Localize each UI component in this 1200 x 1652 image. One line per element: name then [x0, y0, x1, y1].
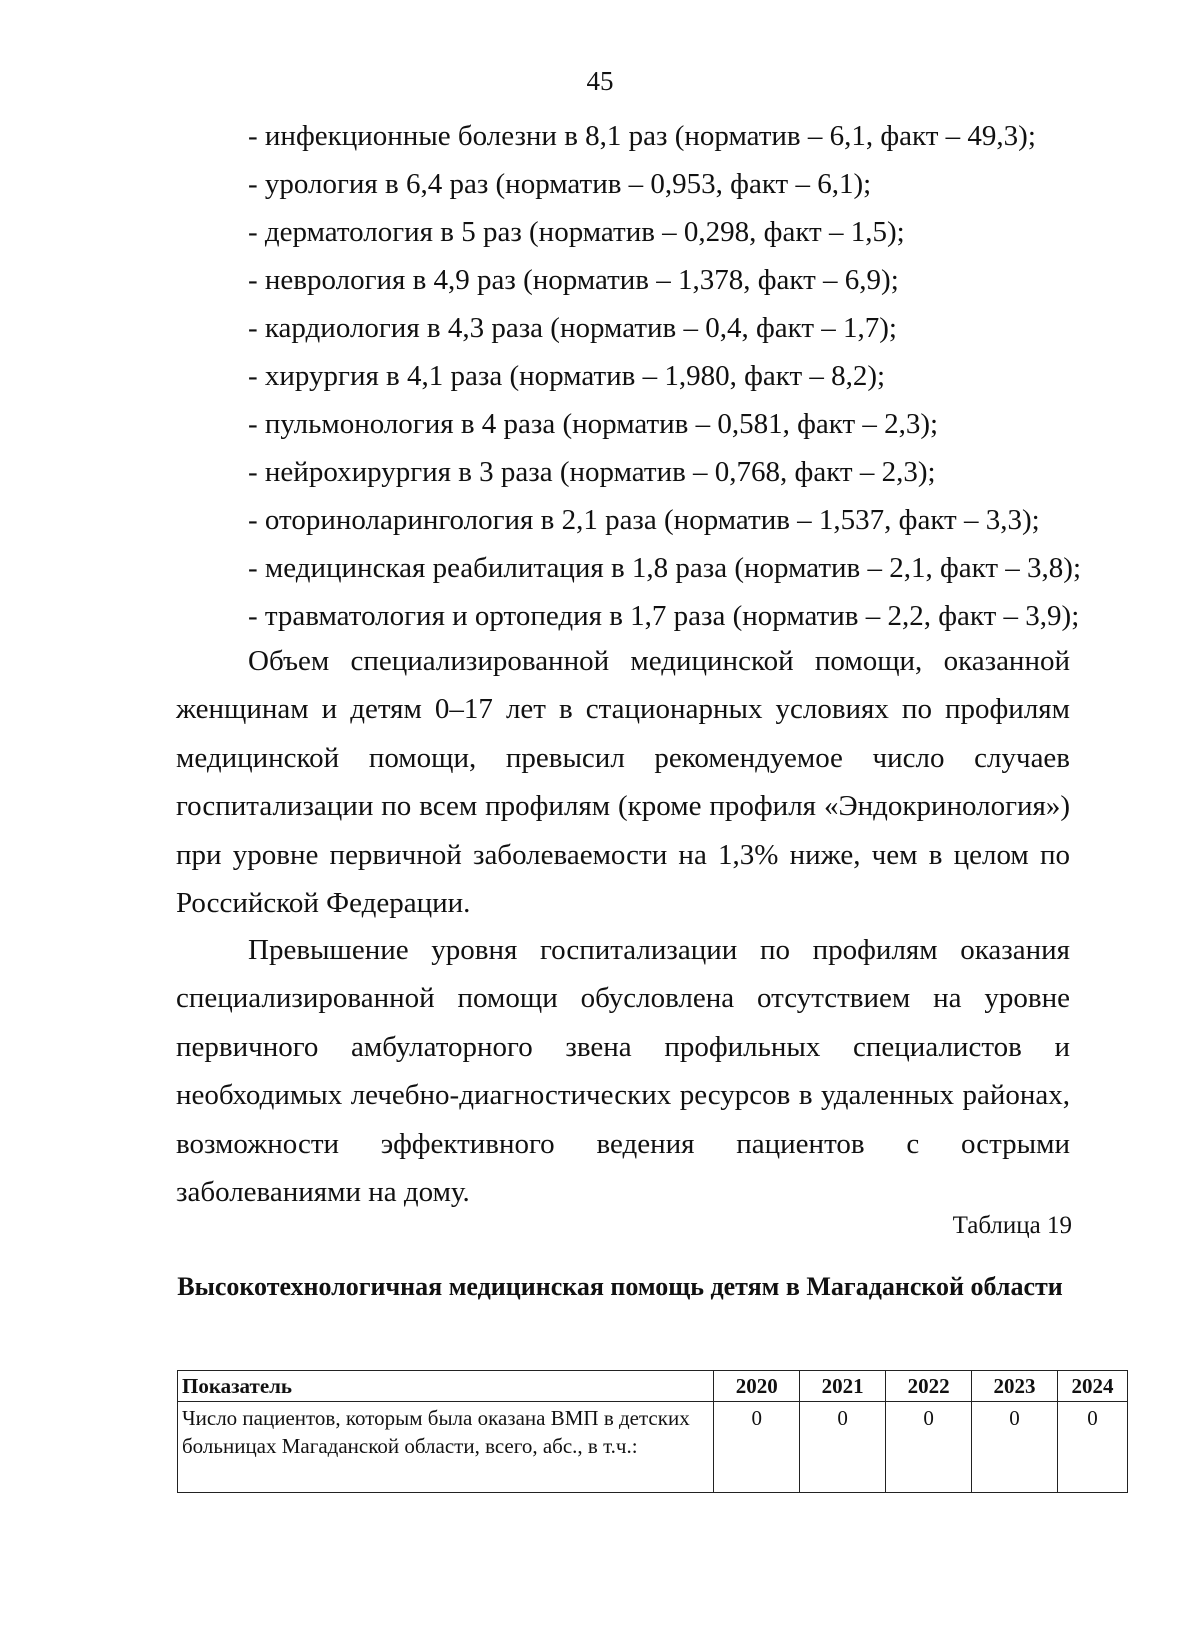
- paragraph-excess: Превышение уровня госпитализации по профилям оказания специализированной помощи обусловлена отсутствием на уровне первичного амбулаторного звена профильных специалистов и необходимых лечебно-диагностических ресурсов в удаленных районах, возможности эффективного ведения пациентов с острыми заболеваниями на дому.: [176, 934, 1070, 1209]
- row-value: 0: [886, 1402, 972, 1493]
- header-year: 2023: [972, 1371, 1058, 1402]
- table-header-row: [178, 1371, 1128, 1402]
- row-indicator: Число пациентов, которым была оказана ВМП в детских больницах Магаданской области, всего, абс., в т.ч.:: [178, 1402, 714, 1493]
- list-item: - хирургия в 4,1 раза (норматив – 1,980, факт – 8,2);: [248, 360, 886, 392]
- list-item: - оториноларингология в 2,1 раза (норматив – 1,537, факт – 3,3);: [248, 504, 1040, 536]
- list-item: - инфекционные болезни в 8,1 раз (норматив – 6,1, факт – 49,3);: [248, 120, 1036, 152]
- data-table: [177, 1370, 1128, 1493]
- bullet-list: [248, 112, 1108, 640]
- list-item: - медицинская реабилитация в 1,8 раза (норматив – 2,1, факт – 3,8);: [248, 552, 1081, 584]
- row-value: 0: [972, 1402, 1058, 1493]
- list-item: - травматология и ортопедия в 1,7 раза (норматив – 2,2, факт – 3,9);: [248, 600, 1080, 632]
- row-value: 0: [714, 1402, 800, 1493]
- header-year: 2020: [714, 1371, 800, 1402]
- header-year: 2024: [1058, 1371, 1128, 1402]
- table-row: [178, 1402, 1128, 1493]
- table-caption: Таблица 19: [952, 1212, 1072, 1239]
- list-item: - пульмонология в 4 раза (норматив – 0,581, факт – 2,3);: [248, 408, 939, 440]
- page-number: 45: [586, 66, 614, 96]
- header-year: 2021: [800, 1371, 886, 1402]
- header-indicator: Показатель: [178, 1371, 714, 1402]
- paragraph-volume: Объем специализированной медицинской помощи, оказанной женщинам и детям 0–17 лет в стационарных условиях по профилям медицинской помощи, превысил рекомендуемое число случаев госпитализации по всем профилям (кроме профиля «Эндокринология») при уровне первичной заболеваемости на 1,3% ниже, чем в целом по Российской Федерации.: [176, 645, 1070, 920]
- row-value: 0: [800, 1402, 886, 1493]
- list-item: - нейрохирургия в 3 раза (норматив – 0,768, факт – 2,3);: [248, 456, 936, 488]
- row-value: 0: [1058, 1402, 1128, 1493]
- list-item: - неврология в 4,9 раз (норматив – 1,378, факт – 6,9);: [248, 264, 899, 296]
- list-item: - урология в 6,4 раз (норматив – 0,953, факт – 6,1);: [248, 168, 872, 200]
- list-item: - кардиология в 4,3 раза (норматив – 0,4, факт – 1,7);: [248, 312, 897, 344]
- table-title: Высокотехнологичная медицинская помощь детям в Магаданской области: [177, 1272, 1063, 1301]
- list-item: - дерматология в 5 раз (норматив – 0,298, факт – 1,5);: [248, 216, 905, 248]
- header-year: 2022: [886, 1371, 972, 1402]
